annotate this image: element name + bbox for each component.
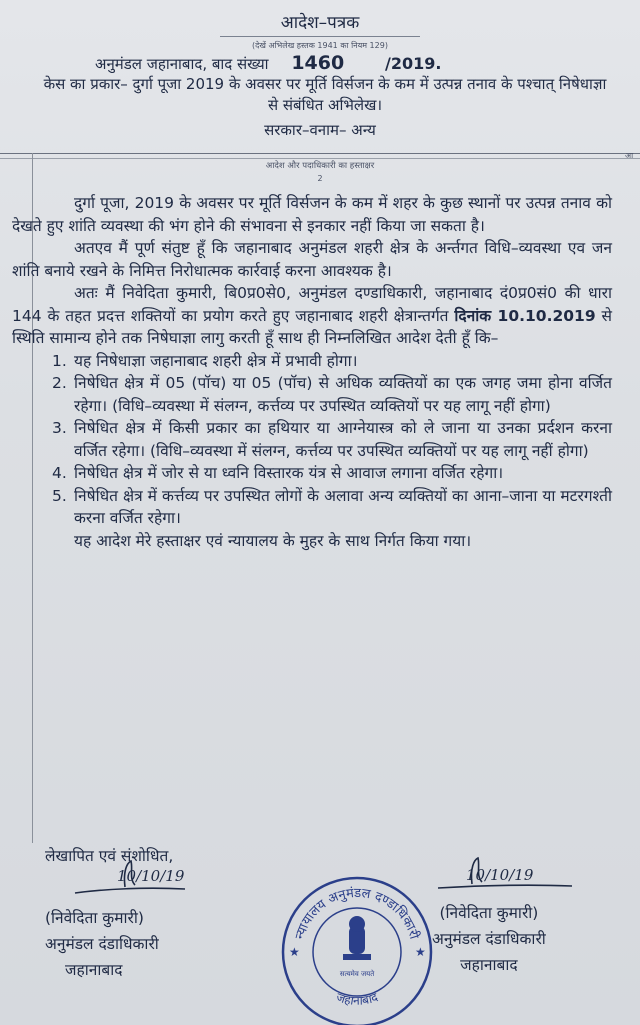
case-subject: केस का प्रकार– दुर्गा पूजा 2019 के अवसर पर मूर्ति विर्सजन के कम में उत्पन्न तनाव के पश्चात् निषेधाज्ञा से संबंधित अभिलेख।: [43, 75, 607, 114]
officer-place: जहानाबाद: [65, 961, 123, 979]
officer-place: जहानाबाद: [460, 956, 518, 974]
signature-block-right: [432, 866, 546, 978]
list-item-number: 3.: [52, 419, 67, 437]
signature-date: 10/10/19: [117, 867, 185, 885]
seal-bottom-text: जहानाबाद: [334, 989, 380, 1008]
signature-left: [45, 867, 185, 905]
paragraph-3-start: अतः मैं निवेदिता कुमारी, बि0प्र0से0, अनुमंडल दण्डाधिकारी, जहानाबाद दं0प्र0सं0 की धारा 144 के तहत प्रदत्त शक्तियों का प्रयोग करते हुए जहानाबाद शहरी क्षेत्रान्तर्गत: [12, 284, 612, 325]
attestation-note: लेखापित एवं संशोधित,: [45, 847, 174, 865]
list-item: [12, 417, 612, 462]
paragraph-2: अतएव मैं पूर्ण संतुष्ट हूँ कि जहानाबाद अनुमंडल शहरी क्षेत्र के अर्न्तगत विधि–व्यवस्था एव जन शांति बनाये रखने के निमित्त निरोधात्मक कार्रवाई करना आवश्यक है।: [12, 239, 612, 280]
list-item-text: निषेधित क्षेत्र में जोर से या ध्वनि विस्तारक यंत्र से आवाज लगाना वर्जित रहेगा।: [74, 464, 504, 482]
order-list: [12, 350, 612, 530]
seal-motto: सत्यमेव जयते: [339, 970, 375, 978]
case-year: /2019.: [385, 54, 442, 73]
list-item-number: 5.: [52, 486, 67, 505]
list-item: [12, 372, 612, 417]
list-item: [12, 485, 612, 530]
case-parties: सरकार–वनाम– अन्य: [264, 121, 376, 139]
list-item-text: निषेधित क्षेत्र में कर्त्तव्य पर उपस्थित लोगों के अलावा अन्य व्यक्तियों का आना–जाना या मटरगश्ती करना वर्जित रहेगा।: [74, 486, 612, 527]
corner-mark: आ: [625, 151, 634, 160]
officer-designation: अनुमंडल दंडाधिकारी: [432, 930, 546, 948]
page-number: 2: [317, 174, 323, 183]
list-item-number: 4.: [52, 464, 67, 482]
paragraph-3: [12, 282, 612, 350]
seal-star-icon: ★: [289, 945, 300, 959]
order-body: [12, 192, 612, 552]
effective-date: दिनांक 10.10.2019: [454, 306, 596, 325]
signature-right: [432, 866, 546, 900]
header-divider: [0, 153, 640, 154]
list-item-number: 1.: [52, 351, 67, 370]
office-label: अनुमंडल जहानाबाद, बाद संख्या: [95, 55, 269, 73]
officer-name: (निवेदिता कुमारी): [45, 909, 144, 927]
court-seal-icon: [277, 872, 437, 1025]
list-item-text: निषेधित क्षेत्र में किसी प्रकार का हथियार या आग्नेयास्त्र को ले जाना या उनका प्रर्दशन करना वर्जित रहेगा। (विधि–व्यवस्था में संलग्न, कर्त्तव्य पर उपस्थित व्यक्तियों पर यह लागू नहीं होगा): [74, 419, 612, 460]
list-item: [12, 462, 612, 485]
paragraph-1: दुर्गा पूजा, 2019 के अवसर पर मूर्ति विर्सजन के कम में शहर के कुछ स्थानों पर उत्पन्न तनाव को देखते हुए शांति व्यवस्था की भंग होने की संभावना से इनकार नहीं किया जा सकता है।: [12, 194, 612, 235]
officer-designation: अनुमंडल दंडाधिकारी: [45, 935, 159, 953]
case-number: 1460: [291, 52, 345, 74]
paragraph-3-end: से स्थिति सामान्य होने तक निषेघाज्ञा लागु करती हूँ साथ ही निम्नलिखित आदेश देती हूँ कि–: [12, 306, 613, 347]
list-item-text: यह निषेधाज्ञा जहानाबाद शहरी क्षेत्र में प्रभावी होगा।: [74, 351, 358, 370]
rule-reference: (देखें अभिलेख हस्तक 1941 का नियम 129): [252, 41, 388, 50]
list-item-text: निषेधित क्षेत्र में 05 (पॉच) या 05 (पॉच) से अधिक व्यक्तियों का एक जगह जमा होना वर्जित रहेगा। (विधि–व्यवस्था में संलग्न, कर्त्तव्य पर उपस्थित व्यक्तियों पर यह लागू नहीं होगा): [74, 374, 612, 415]
list-item-number: 2.: [52, 374, 67, 392]
document-title: आदेश–पत्रक: [280, 13, 360, 33]
column-divider: [0, 158, 640, 159]
list-item: [12, 350, 612, 373]
case-line: [95, 52, 441, 74]
closing-paragraph: यह आदेश मेरे हस्ताक्षर एवं न्यायालय के मुहर के साथ निर्गत किया गया।: [74, 531, 472, 550]
signature-block-left: [45, 843, 185, 983]
title-underline: [220, 36, 420, 37]
officer-name: (निवेदिता कुमारी): [439, 904, 539, 922]
seal-star-icon: ★: [415, 945, 426, 959]
column-header: आदेश और पदाधिकारी का हस्ताक्षर: [265, 161, 375, 171]
signature-date: 10/10/19: [466, 866, 534, 884]
emblem-icon: [343, 916, 371, 960]
seal-top-text: न्यायालय अनुमंडल दण्डाधिकारी: [292, 885, 422, 942]
